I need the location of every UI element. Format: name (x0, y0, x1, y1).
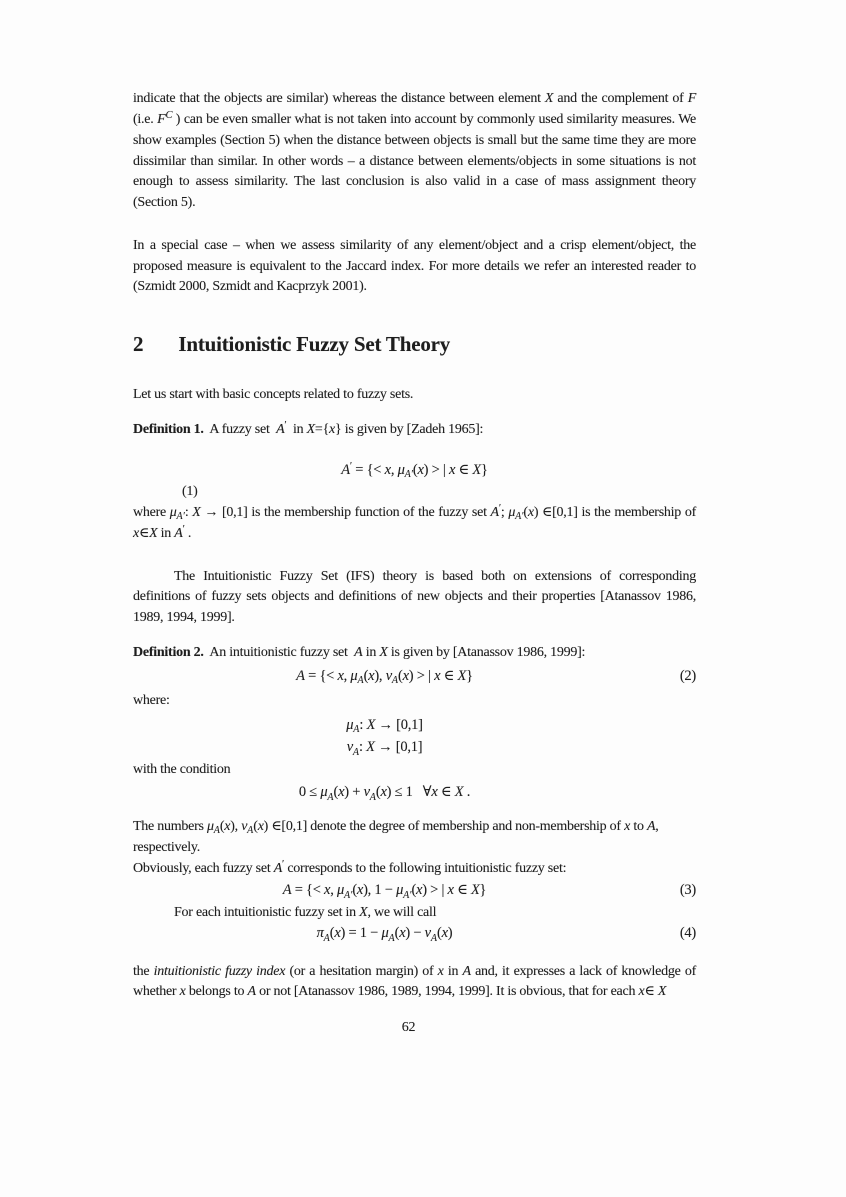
text-segment: ) can be even smaller what is not taken into account by commonly used similarity measures. We show examples (Section 5) when the distance between objects is small but the same time they are more dissimilar than similar. In other words – a distance between elements/objects in some situations is not enough to assess similarity. The last conclusion is also valid in a case of mass assignment theory (Section 5). (133, 111, 697, 210)
equation-4-body (316, 925, 453, 944)
text-segment: , (330, 882, 337, 898)
page-number: 62 (401, 1019, 416, 1035)
text-segment: A fuzzy set (203, 422, 277, 437)
mu-mapping (133, 715, 696, 738)
text-segment: A (273, 860, 283, 876)
text-segment: μ (336, 882, 345, 898)
text-segment: μ (397, 461, 405, 478)
equation-3 (133, 880, 696, 903)
equation-3-number: (3) (679, 882, 696, 898)
paragraph-numbers (133, 817, 696, 859)
text-segment: A (430, 932, 437, 944)
text-segment: A (462, 963, 471, 979)
text-segment: } (481, 461, 488, 478)
equation-3-body (282, 882, 487, 901)
text-segment: } (466, 667, 473, 684)
text-segment: A (247, 984, 256, 999)
equation-2-number: (2) (679, 667, 696, 684)
text-segment: F (687, 91, 696, 106)
text-segment: , respectively. (133, 818, 659, 855)
text-segment: = {< (291, 882, 325, 898)
text-segment: } (479, 882, 487, 898)
text-segment: ( (436, 925, 442, 941)
text-segment: ( (253, 818, 258, 834)
text-segment: 0 ≤ (298, 784, 321, 800)
text-segment: : (358, 739, 367, 755)
text-segment: ) − (405, 925, 425, 941)
text-segment: A (341, 461, 350, 478)
text-segment: : (359, 716, 367, 733)
text-segment: A (296, 667, 305, 684)
text-segment: X (470, 882, 480, 898)
text-segment: = {< (304, 667, 338, 684)
text-segment: → [0,1] (375, 716, 423, 733)
text-segment: . (184, 526, 192, 541)
text-segment: A′ (515, 511, 524, 522)
text-segment: A (353, 724, 360, 735)
text-segment: x (399, 925, 406, 941)
text-segment: ( (329, 925, 335, 941)
text-segment: The Intuitionistic Fuzzy Set (IFS) theory is based both on extensions of corresponding definitions of fuzzy sets objects and definitions of new objects and their properties [Atanassov 1986, 1989, 1994, 1999]. (133, 568, 696, 625)
text-segment: μ (320, 784, 328, 800)
text-segment: x (431, 784, 438, 800)
text-segment: An intuitionistic fuzzy set (203, 645, 355, 660)
text-segment: A (646, 818, 656, 834)
text-segment: ∈ (644, 984, 658, 999)
text-segment: μ (350, 667, 358, 684)
paragraph-where-1 (133, 503, 696, 546)
text-segment: X (657, 984, 667, 999)
paragraph-ifs-theory (133, 567, 696, 629)
text-segment: with the condition (133, 761, 231, 777)
text-segment: ) (447, 925, 453, 941)
text-segment: μ (396, 882, 404, 898)
text-segment: μ (381, 925, 389, 941)
text-segment: the (133, 963, 154, 979)
text-segment: x (624, 818, 631, 834)
text-segment: F (157, 111, 166, 127)
equation-1-body (341, 462, 487, 478)
equation-2 (133, 666, 696, 689)
text-segment: ) + (344, 784, 364, 800)
text-segment: A′ (344, 889, 353, 901)
text-segment: ( (394, 925, 400, 941)
equation-4 (133, 923, 696, 946)
text-segment: ′ (349, 460, 352, 472)
text-segment: x (380, 784, 387, 800)
text-segment: X (472, 461, 481, 478)
text-segment: belongs to (185, 984, 248, 999)
condition-intro (133, 760, 696, 781)
text-segment: x (402, 667, 409, 684)
text-segment: A′ (176, 511, 185, 522)
text-segment: ′ (282, 858, 285, 870)
text-segment: in (362, 645, 380, 660)
text-segment: corresponds to the following intuitionistic fuzzy set: (284, 860, 567, 876)
text-segment: x (133, 526, 139, 541)
text-segment: The numbers (133, 818, 207, 834)
text-segment: X (457, 667, 467, 684)
text-segment: A (352, 746, 359, 758)
paragraph-special-case (133, 236, 696, 298)
text-segment: ν (385, 667, 392, 684)
text-segment: where (133, 504, 170, 520)
text-segment: x (324, 882, 331, 898)
text-segment: ) = 1 − (340, 925, 382, 941)
text-segment: x (441, 925, 448, 941)
text-segment: ∈ (437, 784, 455, 800)
text-segment: A (323, 932, 330, 944)
text-segment: ( (411, 882, 417, 898)
text-segment: ), 1 − (363, 882, 397, 898)
text-segment: x (384, 461, 391, 478)
text-segment: (or a hesitation margin) of (285, 963, 438, 979)
text-segment: ) > | (408, 667, 435, 684)
text-segment: x (224, 818, 231, 834)
text-segment: ={ (314, 422, 330, 437)
text-segment: , we will call (367, 904, 437, 920)
text-segment: A (369, 791, 376, 803)
line-for-each (133, 903, 696, 924)
text-segment: in (157, 526, 175, 541)
intro-line (133, 385, 696, 406)
text-segment: ( (523, 504, 528, 520)
text-segment: to (630, 818, 647, 834)
text-segment: A (354, 645, 363, 660)
text-segment: π (316, 925, 324, 941)
text-segment: A (174, 526, 183, 541)
text-segment: ∈ (453, 882, 471, 898)
text-segment: , (343, 667, 351, 684)
text-segment: ( (333, 784, 339, 800)
text-segment: x (329, 422, 336, 437)
text-segment: in (286, 422, 307, 437)
text-segment: A (490, 504, 499, 520)
text-segment: x (334, 925, 341, 941)
text-segment: A (213, 825, 220, 836)
text-segment: A (276, 422, 285, 437)
text-segment: ) ∈[0,1] denote the degree of membership and non-membership of (263, 818, 625, 834)
text-segment: ( (397, 667, 403, 684)
text-segment: . (463, 784, 471, 800)
condition-equation-body (298, 784, 471, 803)
text-segment: ∈ (440, 667, 458, 684)
text-segment: x (417, 461, 424, 478)
text-segment: } is given by [Zadeh 1965]: (335, 422, 484, 437)
text-segment: Definition 2. (133, 645, 204, 660)
text-segment: x (638, 984, 645, 999)
text-segment: Let us start with basic concepts related to fuzzy sets. (133, 386, 414, 402)
text-segment: x (448, 461, 456, 478)
text-segment: = {< (351, 461, 385, 478)
text-segment: in (443, 963, 463, 979)
text-segment: μ (346, 716, 354, 733)
text-segment: x (257, 818, 264, 834)
text-segment: X (366, 716, 376, 733)
text-segment: In a special case – when we assess similarity of any element/object and a crisp element/object, the proposed measure is equivalent to the Jaccard index. For more details we refer an interested reader to (Szmidt 2000, Szmidt and Kacprzyk 2001). (133, 238, 696, 294)
text-segment: X (544, 91, 554, 106)
text-segment: x (179, 984, 186, 999)
text-segment: ), (374, 667, 386, 684)
equation-1 (133, 460, 696, 483)
text-segment: ∈ (455, 461, 473, 478)
text-segment: μ (206, 818, 214, 834)
text-segment: ) > | (422, 882, 448, 898)
text-segment: ), (230, 818, 242, 834)
text-segment: x (416, 882, 423, 898)
nu-mapping (133, 737, 696, 760)
text-segment: Obviously, each fuzzy set (133, 860, 274, 876)
page-content (133, 89, 696, 1038)
paragraph-obviously (133, 859, 696, 881)
text-segment: indicate that the objects are similar) whereas the distance between element (133, 91, 545, 106)
text-segment: ( (352, 882, 357, 898)
where-label (133, 691, 696, 712)
paragraph-similarity (133, 89, 696, 213)
definition-2 (133, 643, 696, 664)
text-segment: A (357, 675, 364, 686)
text-segment: ( (412, 461, 418, 478)
text-segment: : (184, 504, 193, 520)
text-segment: x (437, 963, 444, 979)
text-segment: μ (508, 504, 516, 520)
text-segment: ν (241, 818, 248, 834)
text-segment: and the complement of (553, 91, 688, 106)
equation-4-number: (4) (679, 925, 696, 941)
paragraph-final (133, 962, 696, 1003)
text-segment: ( (363, 667, 369, 684)
text-segment: μ (169, 504, 177, 520)
text-segment: A′ (404, 469, 413, 480)
condition-equation (133, 782, 696, 805)
text-segment: C (165, 109, 173, 121)
text-segment: X (306, 422, 315, 437)
text-segment: For each intuitionistic fuzzy set in (174, 904, 360, 920)
text-segment: ν (346, 739, 353, 755)
text-segment: x (434, 667, 441, 684)
text-segment: (i.e. (133, 111, 158, 127)
text-segment: ′ (498, 502, 501, 514)
text-segment: ν (424, 925, 431, 941)
text-segment: X (359, 904, 368, 920)
text-segment: x (338, 784, 345, 800)
text-segment: ∈ (138, 526, 150, 541)
text-segment: ν (363, 784, 370, 800)
text-segment: X (149, 526, 158, 541)
text-segment: A (247, 825, 254, 836)
text-segment: where: (133, 693, 170, 708)
text-segment: → [0,1] is the membership function of the fuzzy set (200, 504, 491, 520)
text-segment: x (368, 667, 375, 684)
section-title: Intuitionistic Fuzzy Set Theory (178, 331, 451, 356)
text-segment: ) ≤ 1 ∀ (386, 784, 432, 800)
text-segment: A (282, 882, 292, 898)
definition-1 (133, 420, 696, 442)
mu-mapping-body (346, 717, 422, 733)
equation-2-body (296, 668, 473, 684)
text-segment: intuitionistic fuzzy index (153, 963, 286, 979)
text-segment: , (390, 461, 398, 478)
text-segment: ( (375, 784, 381, 800)
text-segment: x (337, 667, 344, 684)
text-segment: x (527, 504, 534, 520)
text-segment: X (366, 739, 375, 755)
text-segment: A (391, 675, 398, 686)
text-segment: A (327, 791, 334, 803)
text-segment: x (356, 882, 364, 898)
text-segment: and, it expresses a lack of knowledge of whether (133, 963, 696, 999)
text-segment: ) ∈[0,1] is the membership of (533, 504, 697, 520)
section-heading (133, 331, 696, 357)
text-segment: ( (219, 818, 225, 834)
equation-1-label: (1) (182, 484, 198, 499)
text-segment: → [0,1] (374, 739, 423, 755)
text-segment: or not [Atanassov 1986, 1989, 1994, 1999]. It is obvious, that for each (255, 984, 639, 999)
text-segment: X (379, 645, 388, 660)
text-segment: ) > | (423, 461, 449, 478)
text-segment: X (454, 784, 464, 800)
text-segment: is given by [Atanassov 1986, 1999]: (387, 645, 586, 660)
text-segment: X (192, 504, 201, 520)
text-segment: ′ (284, 420, 287, 431)
text-segment: ; (500, 504, 509, 520)
text-segment: A′ (403, 889, 412, 901)
text-segment: Definition 1. (133, 422, 204, 437)
section-number: 2 (133, 331, 144, 356)
nu-mapping-body (346, 739, 423, 758)
text-segment: A (388, 932, 395, 944)
text-segment: ′ (182, 524, 185, 535)
text-segment: x (447, 882, 454, 898)
